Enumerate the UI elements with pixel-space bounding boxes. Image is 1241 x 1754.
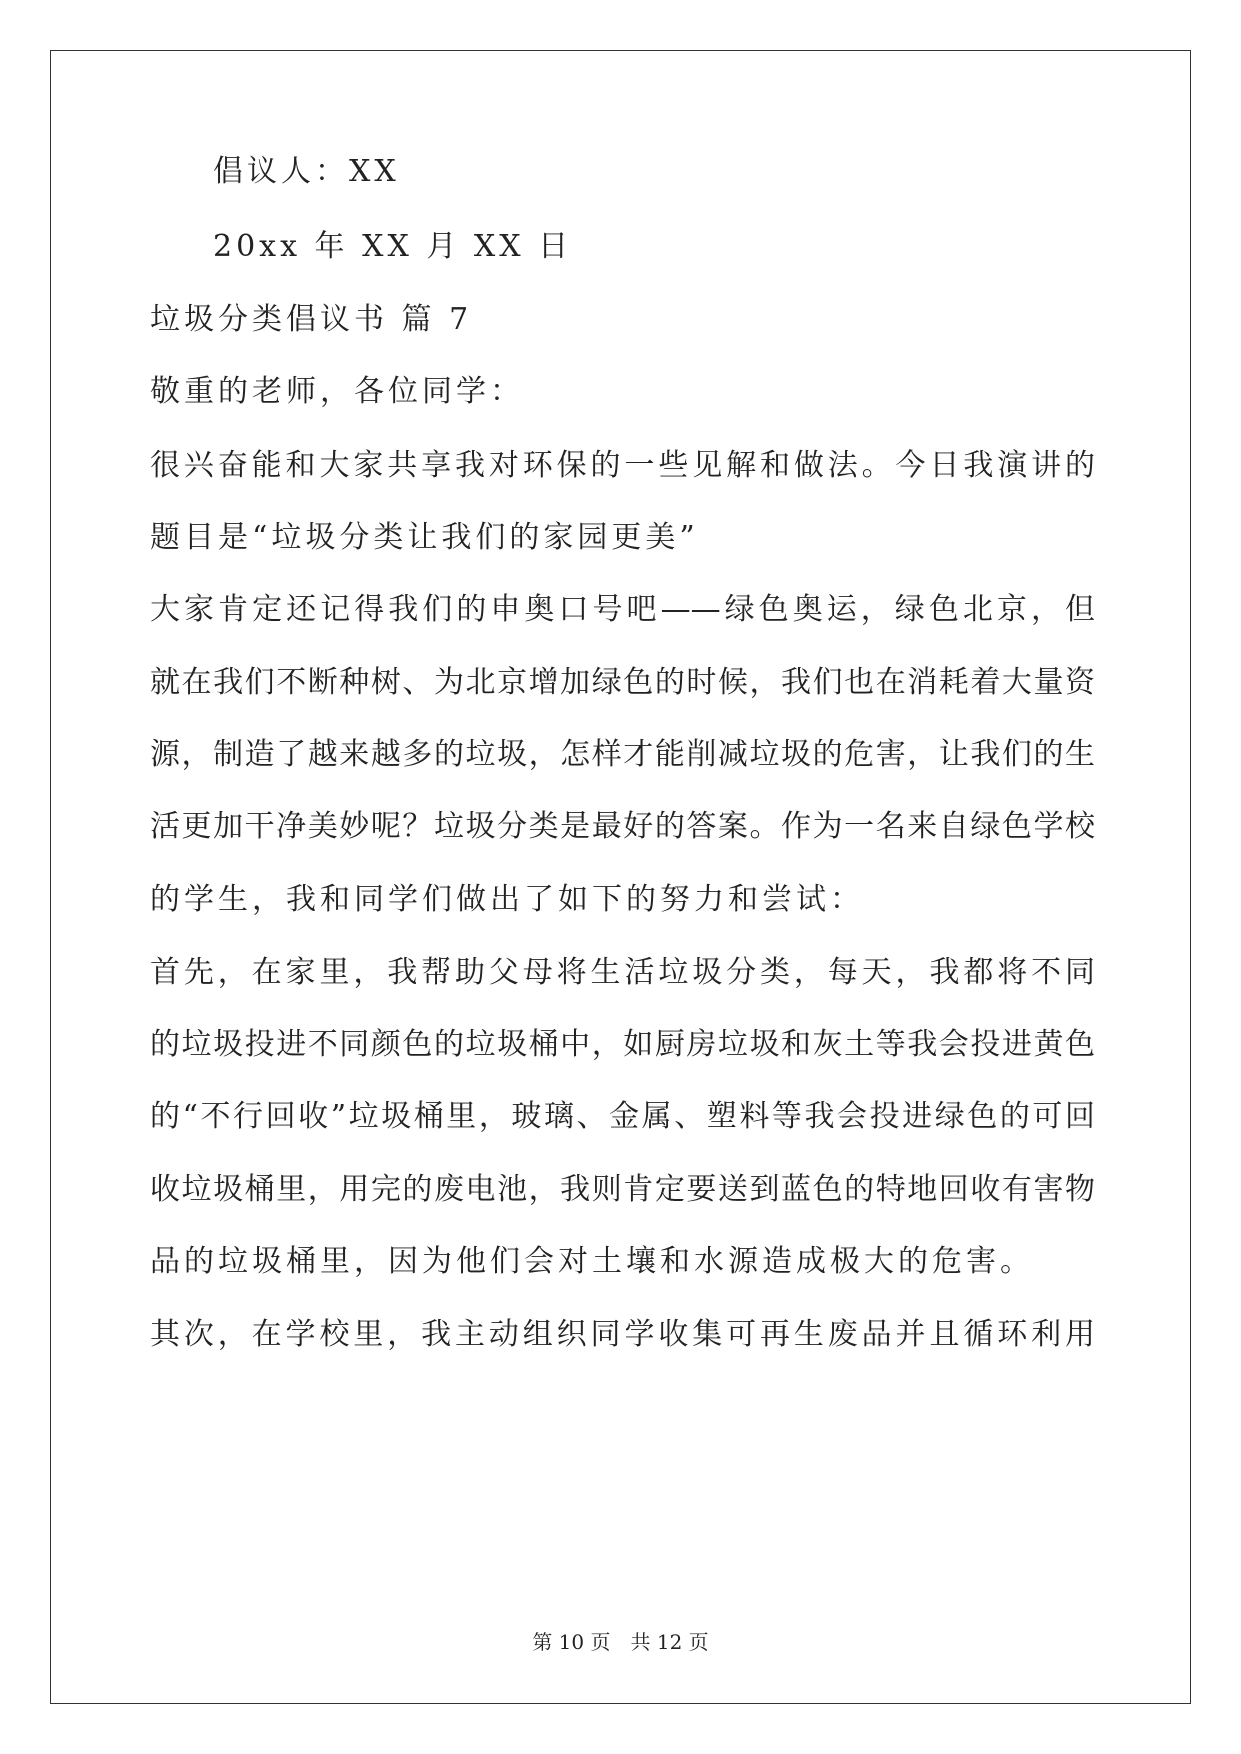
paragraph-3-line-2: 的垃圾投进不同颜色的垃圾桶中，如厨房垃圾和灰土等我会投进黄色 [150,1027,1095,1062]
paragraph-3-line-3: 的“不行回收”垃圾桶里，玻璃、金属、塑料等我会投进绿色的可回 [150,1099,1095,1134]
proposer-line: 倡议人：XX [213,154,400,189]
section-title: 垃圾分类倡议书 篇 7 [150,302,473,337]
paragraph-2-line-3: 源，制造了越来越多的垃圾，怎样才能削减垃圾的危害，让我们的生 [150,737,1095,772]
paragraph-2-line-4: 活更加干净美妙呢？垃圾分类是最好的答案。作为一名来自绿色学校 [150,809,1095,844]
paragraph-3-line-1: 首先，在家里，我帮助父母将生活垃圾分类，每天，我都将不同 [150,955,1095,990]
salutation: 敬重的老师，各位同学： [150,374,524,409]
paragraph-2-line-1: 大家肯定还记得我们的申奥口号吧——绿色奥运，绿色北京，但 [150,592,1095,627]
paragraph-2-line-2: 就在我们不断种树、为北京增加绿色的时候，我们也在消耗着大量资 [150,665,1095,700]
paragraph-1-line-1: 很兴奋能和大家共享我对环保的一些见解和做法。今日我演讲的 [150,448,1095,483]
date-line: 20xx 年 XX 月 XX 日 [213,229,573,264]
page-number: 第 10 页 [532,1630,611,1654]
paragraph-1-line-2: 题目是“垃圾分类让我们的家园更美” [150,520,699,555]
page-border [50,50,1191,1704]
page-total: 共 12 页 [630,1630,709,1654]
paragraph-3-line-4: 收垃圾桶里，用完的废电池，我则肯定要送到蓝色的特地回收有害物 [150,1172,1095,1207]
paragraph-4-line-1: 其次，在学校里，我主动组织同学收集可再生废品并且循环利用 [150,1317,1095,1352]
paragraph-2-line-5: 的学生，我和同学们做出了如下的努力和尝试： [150,882,864,917]
page-footer [0,1628,1241,1656]
paragraph-3-line-5: 品的垃圾桶里，因为他们会对土壤和水源造成极大的危害。 [150,1244,1034,1279]
